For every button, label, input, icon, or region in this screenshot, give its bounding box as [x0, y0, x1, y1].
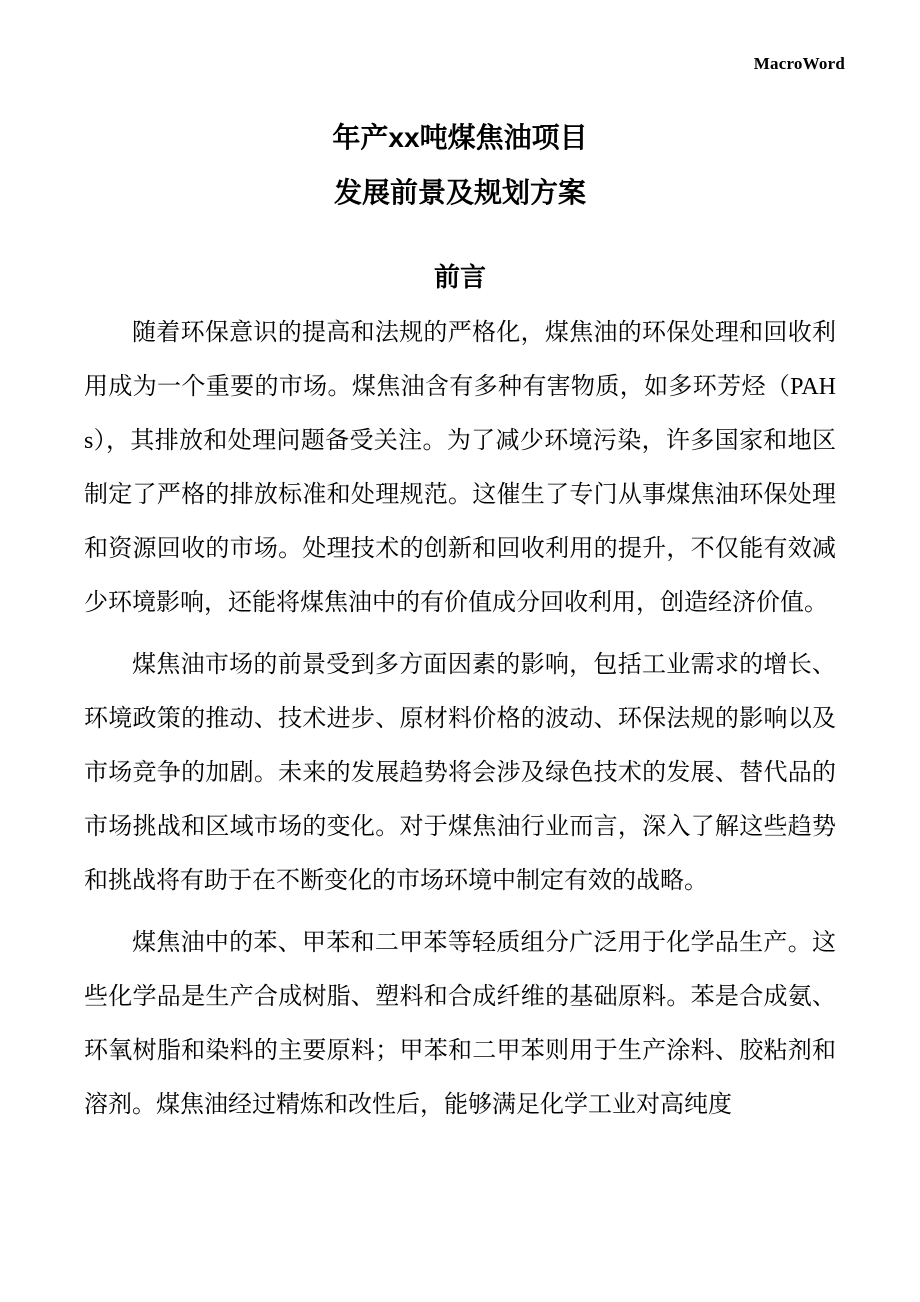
foreword-body: [84, 306, 836, 1132]
section-heading-foreword: 前言: [433, 262, 486, 292]
brand-logo: MacroWord: [753, 54, 845, 73]
foreword-paragraph-2: 煤焦油市场的前景受到多方面因素的影响，包括工业需求的增长、环境政策的推动、技术进步、原材料价格的波动、环保法规的影响以及市场竞争的加剧。未来的发展趋势将会涉及绿色技术的发展、替代品的市场挑战和区域市场的变化。对于煤焦油行业而言，深入了解这些趋势和挑战将有助于在不断变化的市场环境中制定有效的战略。: [84, 652, 836, 894]
foreword-paragraph-1: 随着环保意识的提高和法规的严格化，煤焦油的环保处理和回收利用成为一个重要的市场。煤焦油含有多种有害物质，如多环芳烃（PAHs），其排放和处理问题备受关注。为了减少环境污染，许多国家和地区制定了严格的排放标准和处理规范。这催生了专门从事煤焦油环保处理和资源回收的市场。处理技术的创新和回收利用的提升，不仅能有效减少环境影响，还能将煤焦油中的有价值成分回收利用，创造经济价值。: [84, 320, 836, 616]
document-title-line1: 年产xx吨煤焦油项目: [332, 122, 588, 153]
document-title-line2: 发展前景及规划方案: [333, 177, 586, 208]
foreword-paragraph-3: 煤焦油中的苯、甲苯和二甲苯等轻质组分广泛用于化学品生产。这些化学品是生产合成树脂、塑料和合成纤维的基础原料。苯是合成氨、环氧树脂和染料的主要原料；甲苯和二甲苯则用于生产涂料、胶粘剂和溶剂。煤焦油经过精炼和改性后，能够满足化学工业对高纯度: [84, 930, 836, 1118]
